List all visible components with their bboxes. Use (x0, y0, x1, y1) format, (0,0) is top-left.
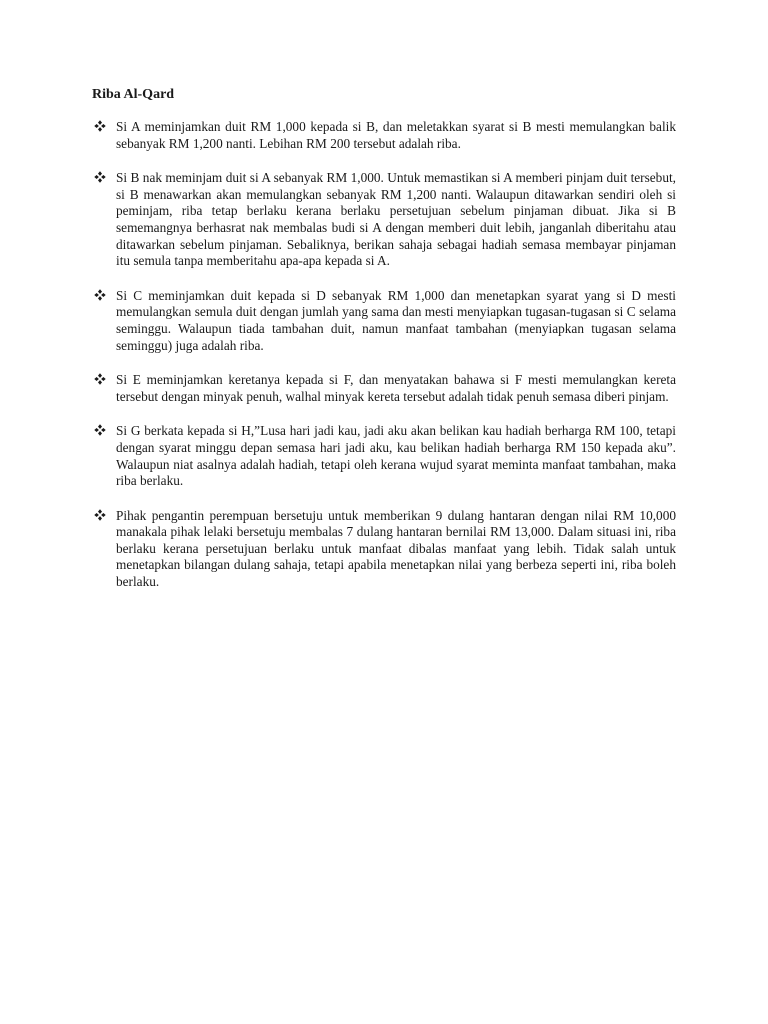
four-diamond-bullet-icon (94, 424, 106, 436)
list-item (92, 288, 676, 354)
four-diamond-bullet-icon (94, 289, 106, 301)
four-diamond-bullet-icon (94, 171, 106, 183)
list-item (92, 372, 676, 405)
four-diamond-bullet-icon (94, 120, 106, 132)
list-item-text: Pihak pengantin perempuan bersetuju untuk memberikan 9 dulang hantaran dengan nilai RM 10,000 manakala pihak lelaki bersetuju membalas 7 dulang hantaran bernilai RM 13,000. Dalam situasi ini, riba berlaku kerana persetujuan berlaku untuk manfaat dibalas manfaat yang lebih. Tidak salah untuk menetapkan bilangan dulang sahaja, tetapi apabila menetapkan nilai yang berbeza seperti ini, riba boleh berlaku. (116, 507, 676, 590)
list-item-text: Si E meminjamkan keretanya kepada si F, dan menyatakan bahawa si F mesti memulangkan kereta tersebut dengan minyak penuh, walhal minyak kereta tersebut adalah tidak penuh semasa diberi pinjam. (116, 372, 676, 404)
four-diamond-bullet-icon (94, 373, 106, 385)
document-page (92, 86, 676, 609)
list-item (92, 423, 676, 489)
list-item-text: Si B nak meminjam duit si A sebanyak RM 1,000. Untuk memastikan si A memberi pinjam duit tersebut, si B menawarkan akan memulangkan sebanyak RM 1,200 nanti. Walaupun ditawarkan sendiri oleh si peminjam, riba tetap berlaku kerana berlaku persetujuan sebelum pinjaman dibuat. Jika si B sememangnya berhasrat nak membalas budi si A dengan memberi duit lebih, janganlah diberitahu atau ditawarkan sebelum pinjaman. Sebaliknya, berikan sahaja sebagai hadiah semasa membayar pinjaman itu semula tanpa memberitahu apa-apa kepada si A. (116, 170, 676, 269)
list-item-text: Si C meminjamkan duit kepada si D sebanyak RM 1,000 dan menetapkan syarat yang si D mesti memulangkan semula duit dengan jumlah yang sama dan mesti menyiapkan tugasan-tugasan si C selama seminggu. Walaupun tiada tambahan duit, namun manfaat tambahan (menyiapkan tugasan selama seminggu) juga adalah riba. (116, 287, 676, 353)
four-diamond-bullet-icon (94, 509, 106, 521)
list-item-text: Si G berkata kepada si H,”Lusa hari jadi kau, jadi aku akan belikan kau hadiah berharga RM 100, tetapi dengan syarat minggu depan semasa hari jadi aku, kau belikan hadiah berharga RM 150 kepada aku”. Walaupun niat asalnya adalah hadiah, tetapi oleh kerana wujud syarat meminta manfaat tambahan, maka riba berlaku. (116, 423, 676, 489)
list-item-text: Si A meminjamkan duit RM 1,000 kepada si B, dan meletakkan syarat si B mesti memulangkan balik sebanyak RM 1,200 nanti. Lebihan RM 200 tersebut adalah riba. (116, 119, 676, 151)
list-item (92, 119, 676, 152)
document-title: Riba Al-Qard (92, 87, 175, 102)
list-item (92, 508, 676, 591)
list-item (92, 170, 676, 270)
bullet-list (92, 119, 676, 591)
